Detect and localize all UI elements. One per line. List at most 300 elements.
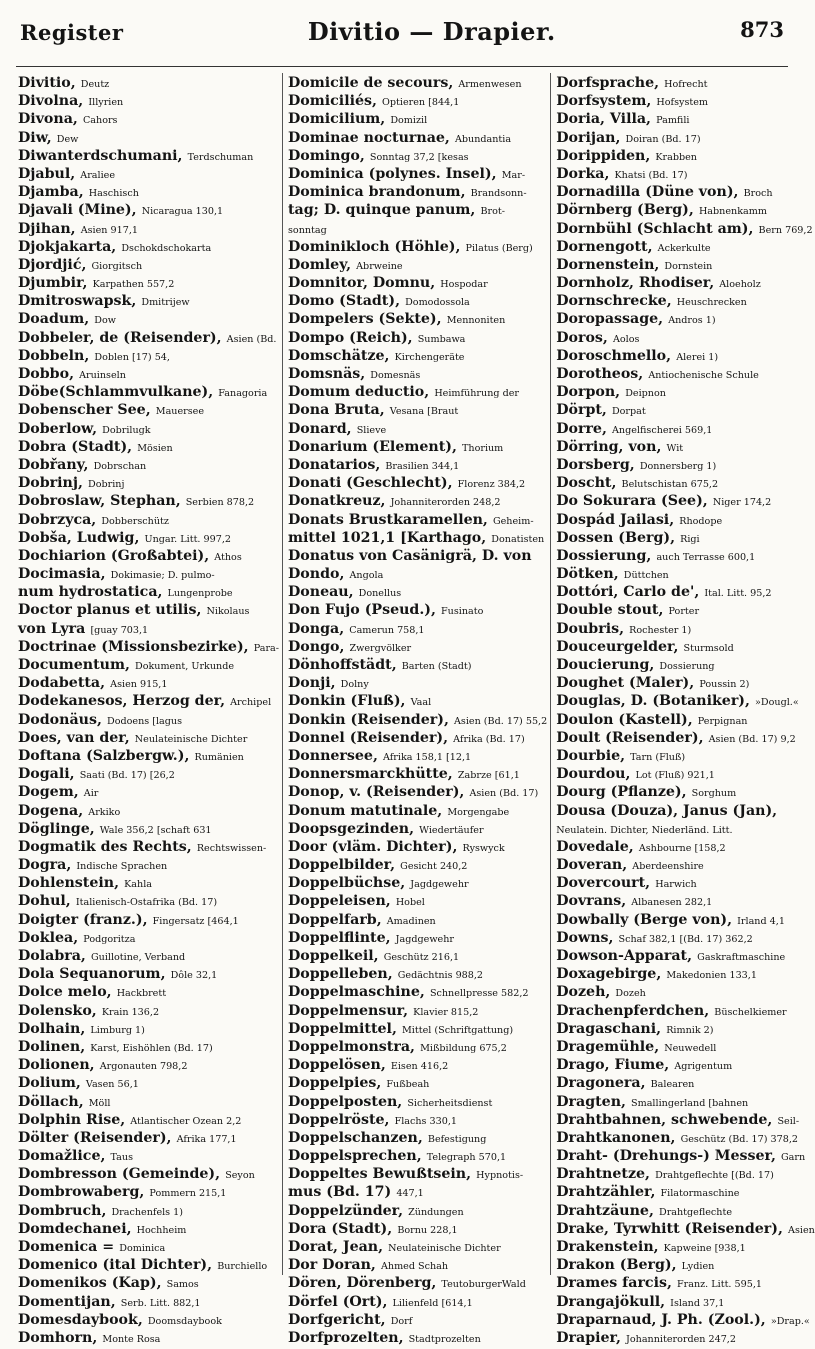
entry-term: Dourbie, xyxy=(556,747,626,764)
entry-reference: Sicherheitsdienst xyxy=(407,1097,493,1109)
index-entry xyxy=(288,582,547,600)
entry-term: Dornbühl (Schlacht am), xyxy=(556,220,754,237)
entry-reference: Aberdeenshire xyxy=(632,861,704,873)
index-entry xyxy=(18,1201,279,1219)
entry-term: Dobra (Stadt), xyxy=(18,438,133,455)
index-entry xyxy=(556,673,815,691)
index-entry xyxy=(288,637,547,655)
index-entry xyxy=(556,746,815,764)
index-column-3 xyxy=(550,73,815,1346)
entry-reference: Schaf 382,1 [(Bd. 17) 362,2 xyxy=(618,933,753,945)
index-entry xyxy=(288,691,547,709)
entry-term: Donarium (Element), xyxy=(288,438,457,455)
entry-term: Dominae nocturnae, xyxy=(288,129,450,146)
entry-reference: Lungenprobe xyxy=(167,588,233,600)
entry-term: Dornadilla (Düne von), xyxy=(556,184,739,201)
entry-term: Dobbeln, xyxy=(18,347,90,364)
index-entry xyxy=(18,1219,279,1237)
entry-term: mus (Bd. 17) xyxy=(288,1184,392,1201)
entry-term: Doppelbüchse, xyxy=(288,875,406,892)
index-entry xyxy=(18,1146,279,1164)
index-entry xyxy=(288,710,547,728)
entry-term: Dospád Jailasi, xyxy=(556,511,675,528)
entry-term: Doucierung, xyxy=(556,657,655,673)
entry-reference: Kapweine [938,1 xyxy=(663,1243,746,1254)
entry-term: Dornholz, Rhodiser, xyxy=(556,275,715,292)
entry-reference: Schnellpresse 582,2 xyxy=(429,988,529,1000)
entry-term: Djavali (Mine), xyxy=(18,202,137,219)
entry-term: Diwanterdschumani, xyxy=(18,147,183,164)
entry-term: Domnitor, Domnu, xyxy=(288,275,436,292)
entry-term: Doxagebirge, xyxy=(556,966,662,983)
entry-term: Doppelkeil, xyxy=(288,948,379,964)
entry-reference: Hofsystem xyxy=(656,97,708,109)
index-entry xyxy=(18,1037,279,1055)
index-entry xyxy=(288,1110,547,1128)
entry-reference: Para- xyxy=(253,642,279,654)
index-entry xyxy=(18,837,279,855)
entry-term: Dovercourt, xyxy=(556,875,651,892)
entry-reference: Asien xyxy=(788,1224,815,1236)
index-entry xyxy=(556,419,815,437)
entry-reference: Dossierung xyxy=(659,661,715,672)
index-entry xyxy=(18,1292,279,1310)
entry-term: Donard, xyxy=(288,420,352,437)
entry-term: Dodabetta, xyxy=(18,675,106,692)
index-entry xyxy=(556,437,815,455)
entry-term: tag; D. quinque panum, xyxy=(288,202,476,219)
index-entry xyxy=(288,1019,547,1037)
entry-reference: Rimnik 2) xyxy=(666,1024,714,1036)
entry-reference: Domizil xyxy=(390,115,428,127)
entry-term: Domesdaybook, xyxy=(18,1311,143,1328)
entry-reference: Dobrinj xyxy=(88,479,125,491)
index-entry xyxy=(18,164,279,182)
index-entry xyxy=(556,491,815,509)
index-entry xyxy=(288,473,547,491)
entry-reference: Ahmed Schah xyxy=(380,1261,449,1273)
index-entry xyxy=(18,1328,279,1346)
entry-reference: Dôle 32,1 xyxy=(170,970,218,982)
entry-reference: Dozeh xyxy=(615,988,646,1000)
index-entry xyxy=(18,710,279,728)
index-entry xyxy=(288,91,547,109)
index-entry xyxy=(18,382,279,400)
entry-reference: Amadinen xyxy=(386,915,436,927)
running-head-left: Register xyxy=(20,19,124,45)
index-entry xyxy=(18,182,279,200)
index-entry xyxy=(556,309,815,327)
index-entry xyxy=(556,873,815,891)
entry-reference: Kirchengeräte xyxy=(394,351,465,363)
index-entry xyxy=(18,873,279,891)
entry-reference: Haschisch xyxy=(88,188,139,200)
entry-term: Doctor planus et utilis, xyxy=(18,602,202,619)
entry-term: Dorat, Jean, xyxy=(288,1239,384,1255)
index-entry xyxy=(556,982,815,1000)
entry-term: Doubris, xyxy=(556,620,625,637)
index-entry xyxy=(18,928,279,946)
index-entry xyxy=(18,600,279,618)
entry-reference: Air xyxy=(83,788,99,800)
entry-reference: Drahtgeflechte xyxy=(659,1206,733,1218)
index-entry xyxy=(556,946,815,964)
index-entry xyxy=(556,273,815,291)
entry-reference: Hofrecht xyxy=(664,79,708,90)
entry-term: Djokjakarta, xyxy=(18,238,117,255)
entry-term: Dompo (Reich), xyxy=(288,329,413,346)
index-entry xyxy=(18,346,279,364)
entry-term: Doulon (Kastell), xyxy=(556,711,693,728)
entry-term: Dolphin Rise, xyxy=(18,1111,126,1128)
index-entry xyxy=(18,891,279,909)
index-entry xyxy=(556,1019,815,1037)
index-entry xyxy=(556,1073,815,1091)
index-entry xyxy=(556,891,815,909)
entry-reference: 447,1 xyxy=(396,1188,424,1200)
index-entry xyxy=(556,1001,815,1019)
index-entry xyxy=(288,128,547,146)
entry-reference: Monte Rosa xyxy=(102,1333,161,1345)
entry-reference: Sonntag 37,2 [kesas xyxy=(369,151,469,163)
index-entry xyxy=(556,564,815,582)
running-head-title: Divitio — Drapier. xyxy=(307,16,556,46)
entry-reference: Befestigung xyxy=(427,1133,487,1145)
entry-term: Domley, xyxy=(288,256,352,273)
entry-term: Dodekanesos, Herzog der, xyxy=(18,693,226,710)
index-entry xyxy=(288,382,547,400)
index-entry xyxy=(288,837,547,855)
entry-term: Doctrinae (Missionsbezirke), xyxy=(18,638,249,655)
entry-term: Dochiarion (Großabtei), xyxy=(18,547,210,564)
entry-reference: Brot- xyxy=(480,206,505,218)
entry-term: Doftana (Salzbergw.), xyxy=(18,747,190,764)
entry-reference: Abrweine xyxy=(356,260,403,272)
entry-term: Dondo, xyxy=(288,566,345,583)
entry-reference: Makedonien 133,1 xyxy=(666,970,757,982)
index-entry xyxy=(288,164,547,182)
entry-reference: Mauersee xyxy=(155,406,205,418)
entry-term: Dowson-Apparat, xyxy=(556,948,693,964)
index-entry xyxy=(556,255,815,273)
entry-reference: Belutschistan 675,2 xyxy=(621,479,719,491)
entry-reference: Agrigentum xyxy=(674,1061,733,1073)
index-entry xyxy=(288,346,547,364)
entry-reference: Bornu 228,1 xyxy=(397,1224,458,1236)
entry-term: Drago, Fiume, xyxy=(556,1057,670,1074)
entry-reference: Tarn (Fluß) xyxy=(630,751,686,763)
entry-term: Drakon (Berg), xyxy=(556,1257,677,1274)
index-entry xyxy=(556,1255,815,1273)
entry-reference: Bern 769,2 xyxy=(758,224,813,236)
entry-reference: Ital. Litt. 95,2 xyxy=(704,588,772,600)
entry-reference: Morgengabe xyxy=(447,806,510,818)
entry-term: Domingo, xyxy=(288,147,365,164)
index-entry xyxy=(288,528,547,546)
index-entry xyxy=(288,109,547,127)
entry-term: Dohlenstein, xyxy=(18,875,120,892)
index-entry xyxy=(18,1255,279,1273)
index-entry xyxy=(288,946,547,964)
index-entry xyxy=(288,982,547,1000)
index-entry xyxy=(556,91,815,109)
entry-reference: Asien (Bd. 17) xyxy=(469,788,539,800)
entry-term: Dombruch, xyxy=(18,1202,107,1219)
index-entry xyxy=(288,728,547,746)
index-entry xyxy=(18,146,279,164)
entry-term: Dongo, xyxy=(288,638,345,655)
entry-term: Draparnaud, J. Ph. (Zool.), xyxy=(556,1311,766,1328)
index-entry xyxy=(288,273,547,291)
entry-reference: Gesicht 240,2 xyxy=(400,861,468,873)
index-entry xyxy=(288,764,547,782)
entry-reference: Archipel xyxy=(230,697,272,709)
index-entry xyxy=(18,655,279,673)
index-entry xyxy=(556,291,815,309)
index-entry xyxy=(288,546,547,564)
entry-reference: Sumbawa xyxy=(417,333,466,345)
index-entry xyxy=(556,910,815,928)
entry-reference: Dow xyxy=(94,315,116,327)
index-entry xyxy=(288,619,547,637)
index-entry xyxy=(288,655,547,673)
index-entry xyxy=(556,837,815,855)
index-entry xyxy=(18,491,279,509)
index-entry xyxy=(18,1055,279,1073)
entry-term: Dobbeler, de (Reisender), xyxy=(18,329,222,346)
entry-term: Does, van der, xyxy=(18,729,130,746)
entry-reference: Flachs 330,1 xyxy=(394,1115,457,1127)
index-entry xyxy=(556,455,815,473)
entry-reference: Karpathen 557,2 xyxy=(92,279,175,291)
index-entry xyxy=(288,910,547,928)
index-entry xyxy=(556,710,815,728)
index-entry xyxy=(288,491,547,509)
entry-reference: Johanniterorden 248,2 xyxy=(390,497,501,509)
entry-term: Dolionen, xyxy=(18,1057,95,1074)
entry-term: Dobša, Ludwig, xyxy=(18,529,140,546)
entry-reference: Johanniterorden 247,2 xyxy=(626,1333,736,1345)
entry-term: Doppelbilder, xyxy=(288,857,396,874)
entry-term: Doberlow, xyxy=(18,420,98,437)
entry-reference: Vesana [Braut xyxy=(389,406,459,418)
entry-term: Dona Bruta, xyxy=(288,402,385,419)
entry-reference: Doblen [17) 54, xyxy=(94,351,170,363)
index-entry xyxy=(556,364,815,382)
entry-reference: Antiochenische Schule xyxy=(648,370,759,381)
index-entry xyxy=(556,964,815,982)
entry-reference: sonntag xyxy=(288,224,327,236)
entry-reference: Brandsonn- xyxy=(470,188,527,200)
entry-reference: Heimführung der xyxy=(434,388,519,400)
index-entry xyxy=(288,1128,547,1146)
entry-reference: Karst, Eishöhlen (Bd. 17) xyxy=(90,1042,213,1054)
entry-reference: Neulatein. Dichter, Niederländ. Litt. xyxy=(556,824,733,836)
entry-term: Dorippiden, xyxy=(556,147,651,164)
entry-reference: Ungar. Litt. 997,2 xyxy=(144,533,231,545)
index-entry xyxy=(18,982,279,1000)
entry-reference: Angola xyxy=(349,570,384,582)
index-entry xyxy=(288,1273,547,1291)
index-columns xyxy=(18,73,815,1346)
index-entry xyxy=(18,455,279,473)
entry-reference: Domesnäs xyxy=(370,370,421,381)
entry-reference: Krain 136,2 xyxy=(101,1006,160,1018)
index-entry xyxy=(288,400,547,418)
entry-reference: Albanesen 282,1 xyxy=(631,897,713,909)
index-entry xyxy=(288,364,547,382)
entry-reference: Deipnon xyxy=(625,388,666,400)
entry-term: Doveran, xyxy=(556,857,628,874)
entry-term: Doppelflinte, xyxy=(288,929,391,946)
entry-reference: Samos xyxy=(166,1279,199,1291)
index-entry xyxy=(18,1110,279,1128)
entry-term: Dorre, xyxy=(556,420,607,437)
index-entry xyxy=(18,964,279,982)
entry-term: Doppelleben, xyxy=(288,966,393,983)
entry-reference: Florenz 384,2 xyxy=(457,479,526,491)
entry-reference: Broch xyxy=(743,188,773,200)
index-entry xyxy=(556,73,815,91)
entry-term: Doult (Reisender), xyxy=(556,729,704,746)
entry-term: Dorfprozelten, xyxy=(288,1329,404,1346)
index-entry xyxy=(288,255,547,273)
entry-reference: Dominica xyxy=(119,1243,166,1254)
index-entry xyxy=(288,1310,547,1328)
entry-reference: Dorf xyxy=(390,1315,413,1327)
index-entry xyxy=(18,219,279,237)
index-entry xyxy=(18,619,279,637)
entry-reference: Mennoniten xyxy=(446,315,506,327)
entry-term: Doadum, xyxy=(18,311,90,328)
entry-term: Drapier, xyxy=(556,1329,621,1346)
entry-term: Dorijan, xyxy=(556,129,621,146)
entry-term: Dorka, xyxy=(556,165,610,182)
entry-reference: Wiedertäufer xyxy=(419,824,484,836)
index-entry xyxy=(18,1073,279,1091)
entry-term: von Lyra xyxy=(18,620,86,637)
index-entry xyxy=(18,637,279,655)
entry-reference: Fußbeah xyxy=(386,1079,430,1091)
entry-reference: Afrika (Bd. 17) xyxy=(453,733,525,745)
index-entry xyxy=(556,1219,815,1237)
entry-term: Dragaschani, xyxy=(556,1020,662,1037)
index-entry xyxy=(18,91,279,109)
entry-term: Domenikos (Kap), xyxy=(18,1275,162,1292)
index-entry xyxy=(288,891,547,909)
page-number: 873 xyxy=(740,16,784,42)
entry-reference: Mißbildung 675,2 xyxy=(420,1042,507,1054)
entry-reference: Kahla xyxy=(124,879,152,891)
entry-term: Doppelösen, xyxy=(288,1057,386,1074)
entry-term: Dominikloch (Höhle), xyxy=(288,238,461,255)
entry-reference: Afrika 158,1 [12,1 xyxy=(382,751,472,763)
entry-term: Dötken, xyxy=(556,566,619,583)
index-entry xyxy=(288,1255,547,1273)
entry-reference: Dmitrijew xyxy=(141,297,190,309)
entry-reference: Asien (Bd. 17) 9,2 xyxy=(708,733,796,745)
entry-reference: Donatisten xyxy=(491,533,545,545)
index-entry xyxy=(556,146,815,164)
entry-reference: Geschütz (Bd. 17) 378,2 xyxy=(680,1133,799,1145)
entry-term: Dodonäus, xyxy=(18,711,102,728)
entry-reference: Aruinseln xyxy=(79,370,126,381)
entry-term: Dolhain, xyxy=(18,1020,86,1037)
entry-term: Domhorn, xyxy=(18,1329,98,1346)
entry-term: Doppeltes Bewußtsein, xyxy=(288,1166,472,1183)
index-entry xyxy=(288,309,547,327)
entry-term: Dolinen, xyxy=(18,1038,86,1055)
entry-term: Donati (Geschlecht), xyxy=(288,475,453,492)
index-entry xyxy=(556,473,815,491)
entry-term: Dolabra, xyxy=(18,948,86,964)
entry-reference: »Dougl.« xyxy=(755,697,799,709)
entry-reference: Poussin 2) xyxy=(699,679,750,691)
entry-reference: Dobrschan xyxy=(93,460,147,472)
entry-reference: Andros 1) xyxy=(668,315,716,327)
entry-reference: Ashbourne [158,2 xyxy=(638,842,726,854)
index-entry xyxy=(556,1128,815,1146)
entry-reference: Podgoritza xyxy=(83,933,136,945)
entry-reference: Mösien xyxy=(137,442,173,454)
index-entry xyxy=(288,1237,547,1255)
entry-reference: Smallingerland [bahnen xyxy=(631,1097,749,1109)
entry-term: Dossen (Berg), xyxy=(556,529,676,546)
entry-term: Drake, Tyrwhitt (Reisender), xyxy=(556,1220,783,1237)
entry-term: Djumbir, xyxy=(18,275,88,292)
index-entry xyxy=(288,928,547,946)
index-entry xyxy=(18,1092,279,1110)
entry-reference: Dorpat xyxy=(611,406,646,418)
index-entry xyxy=(18,946,279,964)
entry-term: Domdechanei, xyxy=(18,1220,132,1237)
index-entry xyxy=(18,582,279,600)
index-entry xyxy=(556,200,815,218)
entry-reference: Camerun 758,1 xyxy=(349,624,425,636)
entry-reference: Seil- xyxy=(777,1115,800,1127)
entry-term: Drahtzäune, xyxy=(556,1202,654,1219)
entry-reference: Doiran (Bd. 17) xyxy=(625,133,701,145)
entry-term: Dogem, xyxy=(18,784,79,801)
index-entry xyxy=(18,564,279,582)
entry-reference: Nikolaus xyxy=(206,606,250,618)
entry-term: Doropassage, xyxy=(556,311,664,328)
entry-term: Domentijan, xyxy=(18,1293,116,1310)
entry-reference: Indische Sprachen xyxy=(76,861,168,873)
index-entry xyxy=(288,1219,547,1237)
entry-reference: Domodossola xyxy=(405,297,470,309)
entry-term: Domo (Stadt), xyxy=(288,293,401,310)
entry-reference: Wit xyxy=(666,442,684,454)
entry-term: Dor Doran, xyxy=(288,1257,376,1274)
index-entry xyxy=(18,1237,279,1255)
entry-reference: Mittel (Schriftgattung) xyxy=(401,1024,514,1036)
entry-reference: Aolos xyxy=(612,333,640,345)
index-entry xyxy=(556,1292,815,1310)
entry-reference: Rochester 1) xyxy=(629,624,692,636)
entry-reference: Gedächtnis 988,2 xyxy=(397,970,484,982)
entry-term: Dörnberg (Berg), xyxy=(556,202,694,219)
index-entry xyxy=(288,564,547,582)
entry-reference: Barten (Stadt) xyxy=(401,661,472,672)
entry-reference: Jagdgewehr xyxy=(410,879,469,891)
entry-term: Doppelpies, xyxy=(288,1075,382,1092)
index-entry xyxy=(556,728,815,746)
entry-term: Domsnäs, xyxy=(288,366,366,382)
entry-term: Dornenstein, xyxy=(556,256,660,273)
entry-reference: Büschelkiemer xyxy=(714,1006,787,1018)
entry-reference: Zabrze [61,1 xyxy=(457,770,520,782)
